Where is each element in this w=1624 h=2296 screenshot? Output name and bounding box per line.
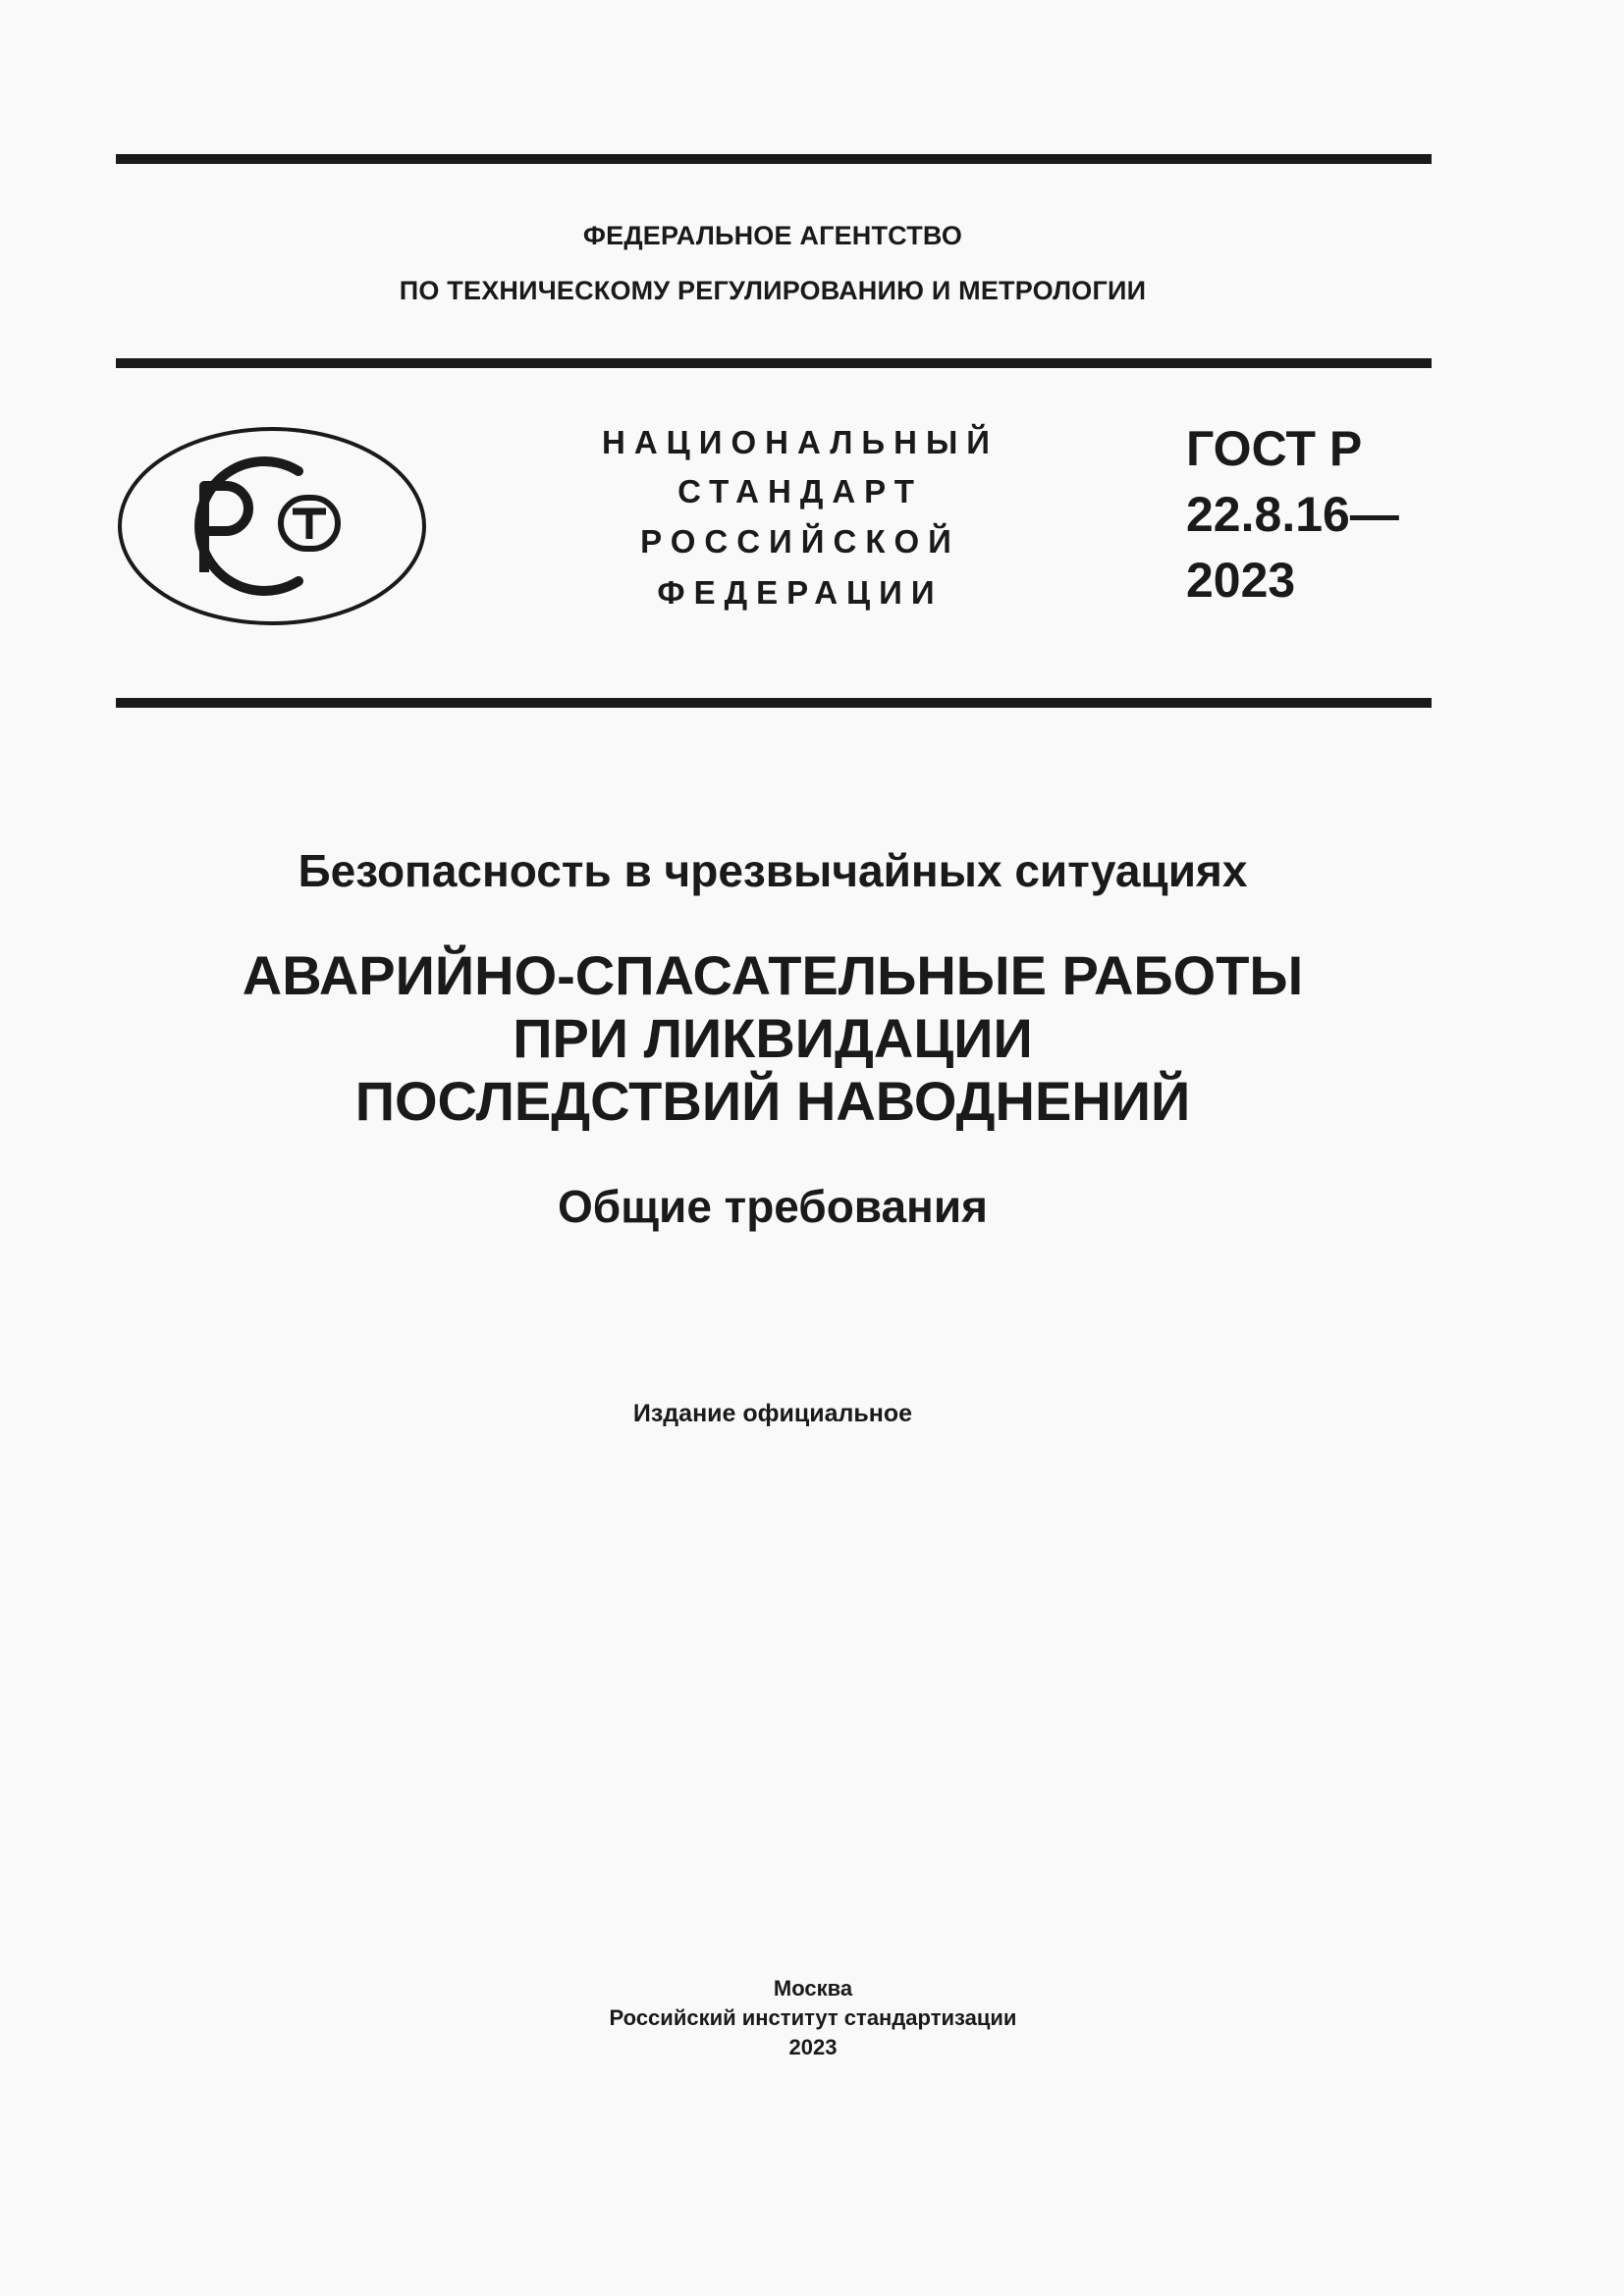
imprint-publisher: Российский институт стандартизации	[609, 2005, 1017, 2030]
top-divider	[116, 154, 1432, 164]
standard-type-line-2: СТАНДАРТ	[677, 473, 923, 509]
agency-name-line-1: ФЕДЕРАЛЬНОЕ АГЕНТСТВО	[582, 221, 963, 250]
main-title	[0, 944, 1545, 1133]
main-title-line-1: АВАРИЙНО-СПАСАТЕЛЬНЫЕ РАБОТЫ	[242, 944, 1304, 1006]
edition-label: Издание официальное	[632, 1400, 913, 1427]
gost-line-1: ГОСТ Р	[1186, 421, 1363, 476]
imprint-year: 2023	[788, 2035, 838, 2059]
gost-line-2: 22.8.16—	[1186, 487, 1399, 542]
gost-line-3: 2023	[1186, 553, 1296, 608]
imprint	[0, 1974, 1624, 2062]
standard-type-line-1: НАЦИОНАЛЬНЫЙ	[602, 424, 999, 460]
rst-logo-icon	[116, 425, 428, 627]
agency-name-line-2: ПО ТЕХНИЧЕСКОМУ РЕГУЛИРОВАНИЮ И МЕТРОЛОГИИ	[399, 276, 1147, 305]
main-title-line-2: ПРИ ЛИКВИДАЦИИ	[513, 1007, 1033, 1069]
header-divider	[116, 358, 1432, 368]
main-title-line-3: ПОСЛЕДСТВИЙ НАВОДНЕНИЙ	[354, 1070, 1191, 1132]
standard-type-line-4: ФЕДЕРАЦИИ	[657, 574, 944, 611]
domain-title: Безопасность в чрезвычайных ситуациях	[298, 845, 1248, 896]
title-divider	[116, 698, 1432, 708]
imprint-city: Москва	[773, 1976, 853, 2001]
standard-type-line-3: РОССИЙСКОЙ	[640, 523, 960, 560]
gost-designation	[1186, 416, 1441, 614]
subtitle: Общие требования	[558, 1181, 988, 1232]
